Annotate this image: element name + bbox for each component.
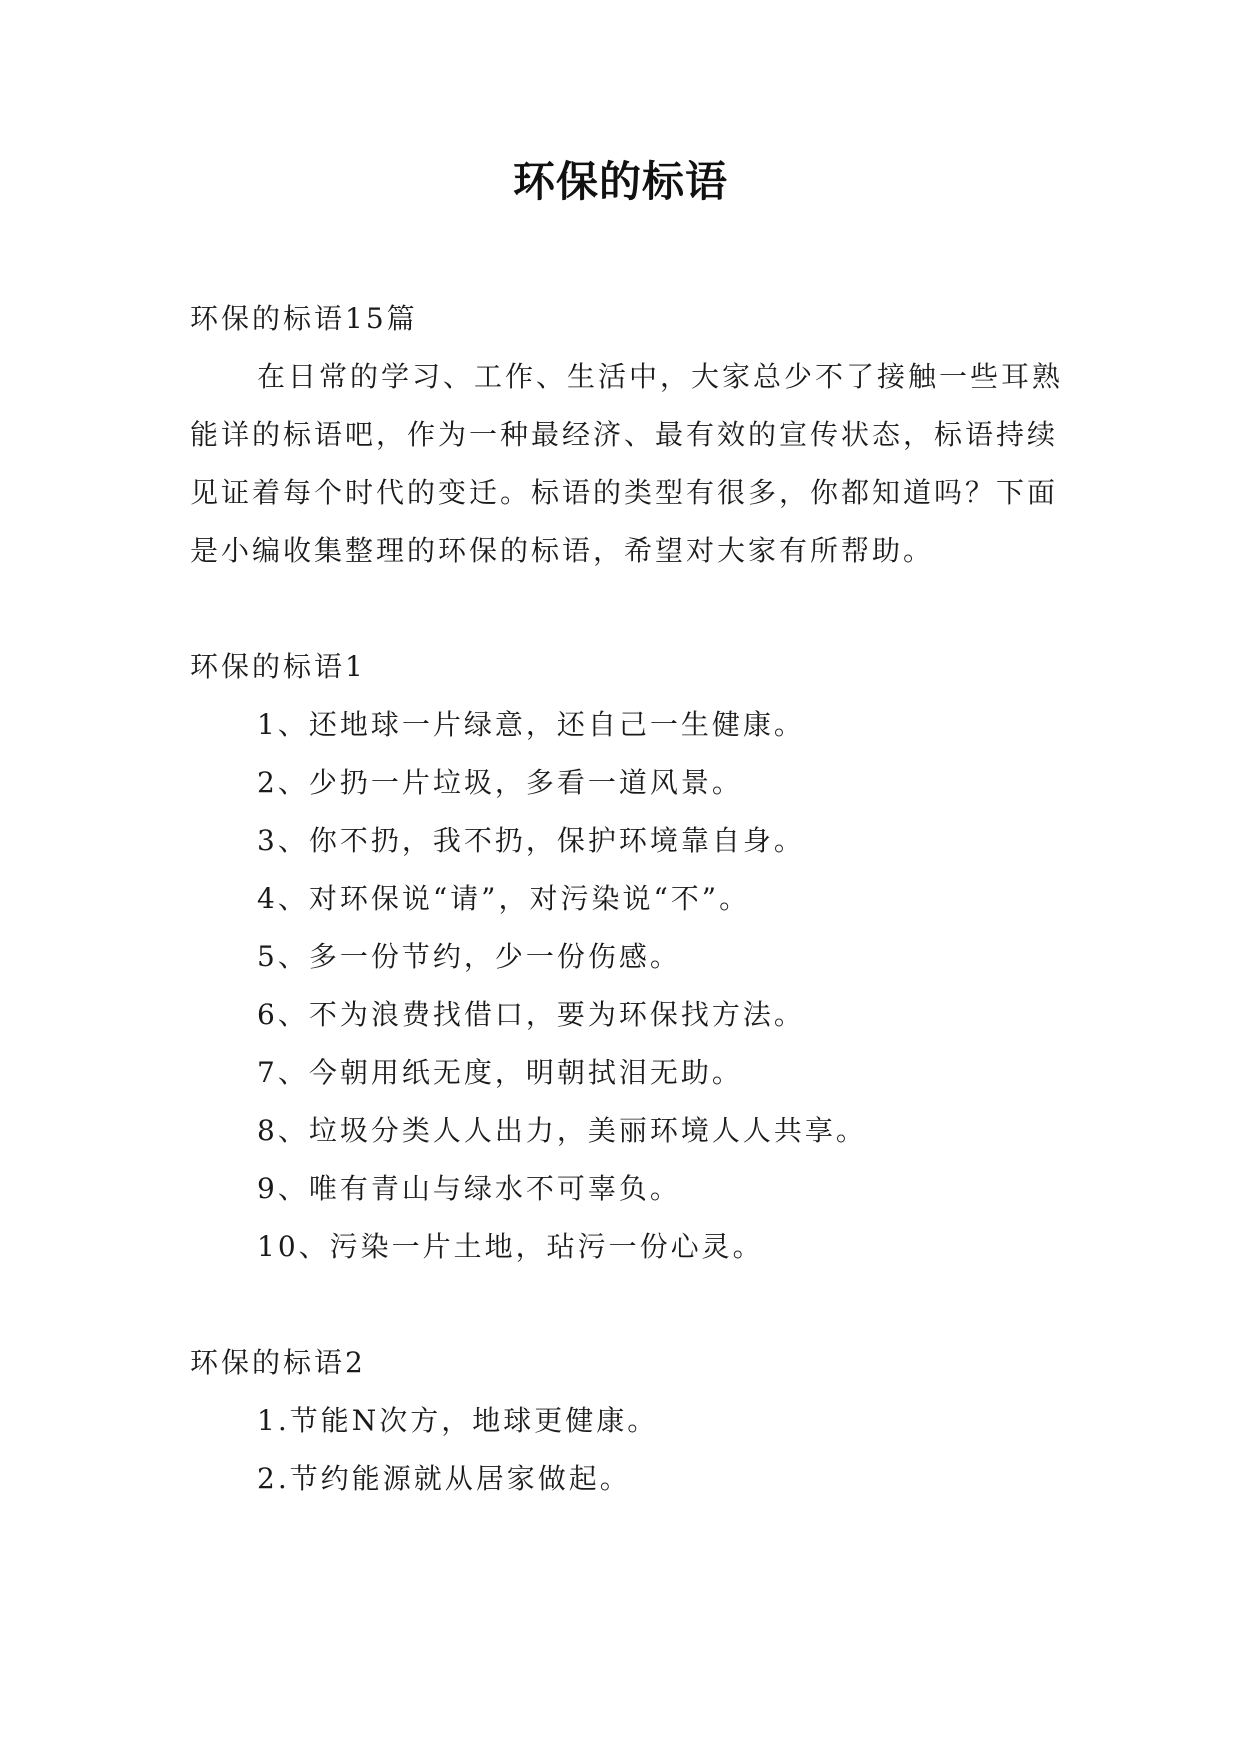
list-item: 9、唯有青山与绿水不可辜负。 xyxy=(257,1172,681,1205)
section-heading-1: 环保的标语1 xyxy=(190,650,366,683)
section-heading-2: 环保的标语2 xyxy=(190,1346,366,1379)
list-item: 2.节约能源就从居家做起。 xyxy=(257,1462,631,1495)
list-item: 7、今朝用纸无度，明朝拭泪无助。 xyxy=(257,1056,743,1089)
list-item: 6、不为浪费找借口，要为环保找方法。 xyxy=(257,998,805,1031)
section-spacer xyxy=(190,1276,1070,1334)
list-item: 3、你不扔，我不扔，保护环境靠自身。 xyxy=(257,824,805,857)
slogan-list-1 xyxy=(190,696,1070,1276)
document-title: 环保的标语 xyxy=(512,157,728,206)
list-item: 4、对环保说“请”，对污染说“不”。 xyxy=(257,882,751,915)
list-item: 1.节能N次方，地球更健康。 xyxy=(257,1404,659,1437)
list-item: 8、垃圾分类人人出力，美丽环境人人共享。 xyxy=(257,1114,867,1147)
list-item: 10、污染一片土地，玷污一份心灵。 xyxy=(257,1230,764,1263)
list-item: 2、少扔一片垃圾，多看一道风景。 xyxy=(257,766,743,799)
document-subtitle: 环保的标语15篇 xyxy=(190,302,418,335)
list-item: 5、多一份节约，少一份伤感。 xyxy=(257,940,681,973)
section-spacer xyxy=(190,580,1070,638)
list-item: 1、还地球一片绿意，还自己一生健康。 xyxy=(257,708,805,741)
intro-paragraph: 在日常的学习、工作、生活中，大家总少不了接触一些耳熟能详的标语吧，作为一种最经济、最有效的宣传状态，标语持续见证着每个时代的变迁。标语的类型有很多，你都知道吗？下面是小编收集整理的环保的标语，希望对大家有所帮助。 xyxy=(190,360,1064,567)
slogan-list-2 xyxy=(190,1392,1070,1508)
document-body xyxy=(190,290,1070,1508)
